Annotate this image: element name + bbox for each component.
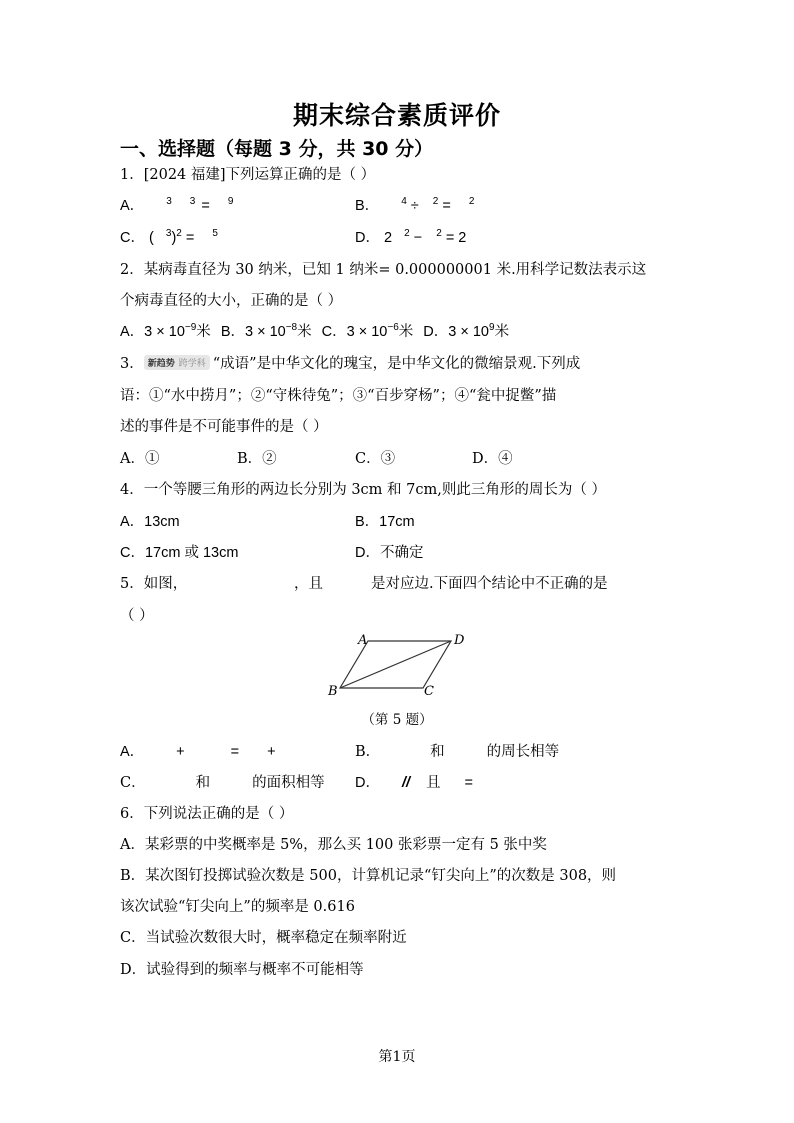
q2-a-exp: −9 (184, 322, 197, 333)
vertex-label-c: C (424, 684, 434, 699)
q1-b-label: B． (355, 198, 380, 214)
q5-c-label: C． (120, 775, 146, 791)
q2-c-unit: 米 (398, 324, 414, 340)
q5-a-label: A． (120, 744, 145, 760)
section-heading: 一、选择题（每题 3 分，共 30 分） (120, 138, 434, 160)
q3-line3: 述的事件是不可能事件的是（ ） (120, 419, 328, 435)
diagonal-bd (340, 641, 451, 688)
q1-c-label: C． (120, 230, 145, 246)
q1-b-sup1: 4 (401, 196, 407, 207)
q1-b-op: ÷ (410, 198, 419, 214)
q2-c-label: C． (321, 324, 347, 340)
q5-b-and: 和 (430, 744, 445, 760)
q5-option-b (355, 740, 559, 761)
q3-option-b: B．② (237, 451, 277, 467)
q1-option-b (355, 194, 474, 215)
vertex-label-d: D (454, 633, 465, 648)
q3-badge-trend: 新趋势 (147, 359, 175, 369)
q6-option-b-line1: B．某次图钉投掷试验次数是 500，计算机记录“钉尖向上”的次数是 308，则 (120, 868, 617, 884)
q3-option-d: D．④ (472, 451, 513, 467)
q5-a-plus1: + (176, 744, 185, 760)
q2-c-base: 3 × 10 (346, 324, 388, 340)
q4-option-d: D．不确定 (355, 545, 424, 561)
q5-c-and: 和 (195, 775, 211, 791)
q1-a-sup1: 3 (166, 196, 172, 207)
q2-d-base: 3 × 10 (448, 324, 489, 340)
q3-option-a: A．① (120, 451, 160, 467)
q6-option-d: D．试验得到的频率与概率不可能相等 (120, 962, 364, 978)
q2-a-label: A． (120, 324, 145, 340)
q6-option-c: C．当试验次数很大时，概率稳定在频率附近 (120, 930, 407, 946)
q5-line1-start: 5．如图， (120, 576, 180, 592)
q5-a-plus2: + (267, 744, 276, 760)
q4-option-a: A．13cm (120, 514, 180, 530)
q2-line1: 2．某病毒直径为 30 纳米，已知 1 纳米= 0.000000001 米.用科学记数法表示这 (120, 262, 647, 278)
q1-b-sup3: 2 (468, 196, 475, 207)
q4-option-b: B．17cm (355, 514, 415, 530)
q1-c-eq: = (185, 230, 195, 246)
q5-b-tail: 的周长相等 (486, 744, 560, 760)
q3-badge-cross: 跨学科 (178, 359, 206, 369)
q5-d-label: D． (355, 775, 380, 791)
q2-options (120, 320, 509, 341)
q5-option-c (120, 771, 325, 792)
q1-option-a (120, 194, 233, 215)
vertex-label-b: B (328, 684, 338, 699)
q1-c-sup2: 2 (176, 228, 182, 239)
vertex-label-a: A (358, 633, 368, 648)
q2-d-exp: 9 (489, 322, 495, 333)
q5-line1 (120, 572, 608, 593)
q6-stem: 6．下列说法正确的是（ ） (120, 806, 294, 822)
q1-d-eq: = 2 (445, 230, 467, 246)
q2-line2: 个病毒直径的大小，正确的是（ ） (120, 293, 343, 309)
q5-line1-mid: ，且 (293, 576, 323, 592)
q5-c-tail: 的面积相等 (252, 775, 325, 791)
q3-line1 (120, 352, 580, 373)
q1-c-open: ( (149, 230, 154, 246)
q2-a-base: 3 × 10 (144, 324, 185, 340)
q1-c-sup1: 3 (165, 228, 172, 239)
q2-c-exp: −6 (387, 322, 399, 333)
q5-d-eq: = (464, 775, 474, 791)
q5-option-d (355, 771, 473, 792)
page-number: 第1页 (378, 1049, 416, 1065)
q1-stem: 1．[2024 福建]下列运算正确的是（ ） (120, 167, 376, 183)
q1-a-sup2: 3 (189, 196, 196, 207)
q2-b-unit: 米 (297, 324, 312, 340)
q4-option-c: C．17cm 或 13cm (120, 545, 239, 561)
q5-b-label: B． (355, 744, 381, 760)
q1-c-close: ) (171, 230, 177, 246)
q3-line1-text: “成语”是中华文化的瑰宝，是中华文化的微缩景观.下列成 (212, 356, 581, 372)
q2-d-label: D． (423, 324, 449, 340)
q1-d-sup2: 2 (436, 228, 442, 239)
q1-c-sup3: 5 (212, 228, 218, 239)
q5-d-and: 且 (426, 775, 441, 791)
q5-line1-end: 是对应边.下面四个结论中不正确的是 (370, 576, 608, 592)
q1-d-coef: 2 (384, 230, 393, 246)
q2-b-label: B． (220, 324, 245, 340)
q1-d-sup1: 2 (404, 228, 410, 239)
q1-d-op: − (413, 230, 423, 246)
q5-a-eq: = (230, 744, 240, 760)
q1-d-label: D． (355, 230, 380, 246)
q1-b-eq: = (442, 198, 451, 214)
q1-a-label: A． (120, 198, 145, 214)
q4-stem: 4．一个等腰三角形的两边长分别为 3cm 和 7cm,则此三角形的周长为（ ） (120, 482, 606, 498)
q2-b-base: 3 × 10 (245, 324, 286, 340)
q3-line2: 语：①“水中捞月”；②“守株待兔”；③“百步穿杨”；④“瓮中捉鳖”描 (120, 388, 557, 404)
q2-d-unit: 米 (494, 324, 510, 340)
q5-d-parallel: // (401, 775, 411, 791)
page-title: 期末综合素质评价 (292, 101, 501, 130)
q5-figure-caption: （第 5 题） (361, 712, 433, 728)
q1-option-c (120, 226, 218, 247)
q1-option-d (355, 226, 466, 247)
q1-a-sup3: 9 (227, 196, 234, 207)
q3-option-c: C．③ (355, 451, 396, 467)
q1-b-sup2: 2 (432, 196, 439, 207)
q2-b-exp: −8 (285, 322, 298, 333)
q6-option-a: A．某彩票的中奖概率是 5%，那么买 100 张彩票一定有 5 张中奖 (120, 837, 547, 853)
parallelogram-figure (320, 626, 480, 706)
q1-a-eq: = (201, 198, 210, 214)
q5-line2: （ ） (120, 608, 154, 624)
q3-badge (144, 355, 210, 370)
q5-option-a (120, 740, 276, 761)
q2-a-unit: 米 (196, 324, 211, 340)
q3-num: 3． (120, 356, 144, 372)
q6-option-b-line2: 该次试验“钉尖向上”的频率是 0.616 (120, 899, 355, 915)
